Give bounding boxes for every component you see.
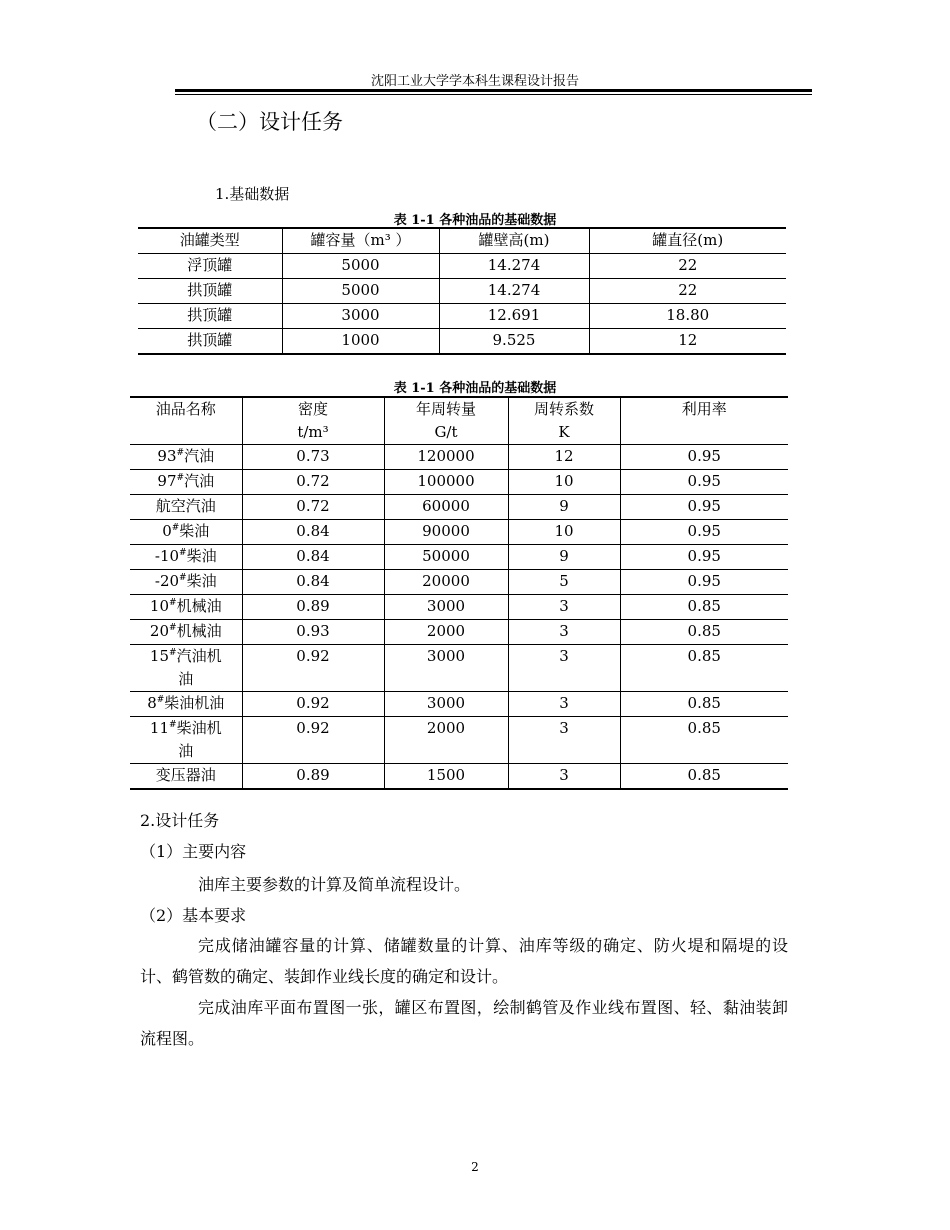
table-cell: 90000 bbox=[384, 520, 508, 545]
table-row bbox=[130, 570, 788, 595]
section-title: （二）设计任务 bbox=[196, 110, 343, 134]
table-cell: 20000 bbox=[384, 570, 508, 595]
table-cell: 10 bbox=[508, 520, 620, 545]
table-row bbox=[130, 520, 788, 545]
table-cell: 3000 bbox=[282, 304, 439, 329]
table-cell: 120000 bbox=[384, 445, 508, 470]
header-unit: t/m³ bbox=[297, 423, 329, 441]
table-cell: 3000 bbox=[384, 595, 508, 620]
table-cell: 0.84 bbox=[242, 545, 384, 570]
table-cell: 12 bbox=[508, 445, 620, 470]
table-header-cell bbox=[620, 397, 788, 445]
table-cell: 3000 bbox=[384, 692, 508, 717]
table-header-row bbox=[138, 228, 786, 254]
product-name: -10#柴油 bbox=[130, 545, 242, 570]
table-cell: 0.85 bbox=[620, 645, 788, 692]
sub-heading: 1.基础数据 bbox=[215, 185, 290, 203]
header-unit: K bbox=[558, 423, 570, 441]
table-header-row bbox=[130, 397, 788, 445]
tank-table bbox=[138, 227, 786, 355]
table-cell: 0.72 bbox=[242, 470, 384, 495]
section-heading: 2.设计任务 bbox=[140, 811, 220, 830]
table-cell: 50000 bbox=[384, 545, 508, 570]
table-cell: 0.89 bbox=[242, 764, 384, 790]
table-cell: 0.92 bbox=[242, 692, 384, 717]
table-row bbox=[130, 764, 788, 790]
table-row bbox=[130, 692, 788, 717]
table-header-cell bbox=[508, 397, 620, 445]
table-cell: 0.92 bbox=[242, 717, 384, 764]
table-cell: 拱顶罐 bbox=[138, 279, 282, 304]
product-name: 变压器油 bbox=[130, 764, 242, 790]
table-cell: 1500 bbox=[384, 764, 508, 790]
table-cell: 0.95 bbox=[620, 520, 788, 545]
table-header-cell bbox=[242, 397, 384, 445]
table-cell: 5 bbox=[508, 570, 620, 595]
table-row bbox=[130, 717, 788, 764]
table-cell: 3 bbox=[508, 645, 620, 692]
table-cell: 5000 bbox=[282, 254, 439, 279]
table-row bbox=[130, 620, 788, 645]
table-cell: 0.85 bbox=[620, 692, 788, 717]
list-item-text: 油库主要参数的计算及简单流程设计。 bbox=[198, 875, 471, 894]
list-item-heading: （2）基本要求 bbox=[140, 906, 247, 925]
table-cell: 3000 bbox=[384, 645, 508, 692]
table-cell: 0.92 bbox=[242, 645, 384, 692]
header-line: 利用率 bbox=[681, 400, 727, 418]
page-header: 沈阳工业大学学本科生课程设计报告 bbox=[370, 74, 579, 89]
list-item-heading: （1）主要内容 bbox=[140, 842, 247, 861]
header-line: 油品名称 bbox=[155, 400, 216, 418]
table-cell: 0.72 bbox=[242, 495, 384, 520]
table-cell: 0.95 bbox=[620, 570, 788, 595]
header-line: 密度 bbox=[297, 400, 328, 418]
table-cell: 0.95 bbox=[620, 445, 788, 470]
product-name: 97#汽油 bbox=[130, 470, 242, 495]
table-cell: 2000 bbox=[384, 620, 508, 645]
table-cell: 拱顶罐 bbox=[138, 329, 282, 355]
table-cell: 14.274 bbox=[439, 254, 589, 279]
table-cell: 0.93 bbox=[242, 620, 384, 645]
table-cell: 10 bbox=[508, 470, 620, 495]
header-rule bbox=[175, 89, 812, 92]
product-name: 8#柴油机油 bbox=[130, 692, 242, 717]
table-header-cell: 油罐类型 bbox=[138, 228, 282, 254]
table-cell: 18.80 bbox=[589, 304, 786, 329]
table-row bbox=[130, 545, 788, 570]
table-cell: 12 bbox=[589, 329, 786, 355]
paragraph: 完成储油罐容量的计算、储罐数量的计算、油库等级的确定、防火堤和隔堤的设计、鹤管数的确定、装卸作业线长度的确定和设计。 bbox=[140, 936, 788, 986]
table-header-cell: 罐壁高(m) bbox=[439, 228, 589, 254]
table-cell: 9 bbox=[508, 495, 620, 520]
name-continuation: 油 bbox=[178, 670, 194, 688]
table-row bbox=[130, 445, 788, 470]
product-name: -20#柴油 bbox=[130, 570, 242, 595]
table2-caption: 表 1-1 各种油品的基础数据 bbox=[393, 381, 557, 396]
table-cell: 2000 bbox=[384, 717, 508, 764]
table-row bbox=[138, 279, 786, 304]
table-row bbox=[130, 495, 788, 520]
name-continuation: 油 bbox=[178, 742, 194, 760]
table-row bbox=[130, 595, 788, 620]
product-name: 93#汽油 bbox=[130, 445, 242, 470]
product-name: 20#机械油 bbox=[130, 620, 242, 645]
product-name: 10#机械油 bbox=[130, 595, 242, 620]
table-cell: 0.85 bbox=[620, 764, 788, 790]
table-cell: 0.95 bbox=[620, 545, 788, 570]
table-cell: 0.85 bbox=[620, 620, 788, 645]
table-header-cell: 罐直径(m) bbox=[589, 228, 786, 254]
product-name: 15#汽油机 油 bbox=[130, 645, 242, 692]
table-cell: 100000 bbox=[384, 470, 508, 495]
table-cell: 浮顶罐 bbox=[138, 254, 282, 279]
table-cell: 0.85 bbox=[620, 717, 788, 764]
table-row bbox=[138, 254, 786, 279]
table-header-cell bbox=[130, 397, 242, 445]
table-cell: 14.274 bbox=[439, 279, 589, 304]
header-rule-thin bbox=[175, 94, 812, 95]
table-row bbox=[130, 470, 788, 495]
table-cell: 5000 bbox=[282, 279, 439, 304]
table-cell: 0.73 bbox=[242, 445, 384, 470]
page-number: 2 bbox=[471, 1160, 479, 1174]
header-unit: G/t bbox=[434, 423, 458, 441]
table-row bbox=[130, 645, 788, 692]
table-cell: 3 bbox=[508, 620, 620, 645]
table-cell: 3 bbox=[508, 595, 620, 620]
table-header-cell: 罐容量（m³ ） bbox=[282, 228, 439, 254]
table-cell: 60000 bbox=[384, 495, 508, 520]
table-cell: 3 bbox=[508, 692, 620, 717]
table-cell: 22 bbox=[589, 279, 786, 304]
table-row bbox=[138, 304, 786, 329]
product-name: 0#柴油 bbox=[130, 520, 242, 545]
table-cell: 拱顶罐 bbox=[138, 304, 282, 329]
paragraph: 完成油库平面布置图一张，罐区布置图，绘制鹤管及作业线布置图、轻、黏油装卸流程图。 bbox=[140, 998, 788, 1048]
table-header-cell bbox=[384, 397, 508, 445]
header-line: 周转系数 bbox=[533, 400, 594, 418]
table-cell: 3 bbox=[508, 764, 620, 790]
product-name: 11#柴油机 油 bbox=[130, 717, 242, 764]
table-cell: 9.525 bbox=[439, 329, 589, 355]
table-cell: 3 bbox=[508, 717, 620, 764]
table-cell: 0.95 bbox=[620, 470, 788, 495]
table-cell: 1000 bbox=[282, 329, 439, 355]
table-row bbox=[138, 329, 786, 355]
header-line: 年周转量 bbox=[415, 400, 476, 418]
table-cell: 22 bbox=[589, 254, 786, 279]
table-cell: 0.85 bbox=[620, 595, 788, 620]
product-name: 航空汽油 bbox=[130, 495, 242, 520]
table-cell: 0.84 bbox=[242, 570, 384, 595]
oil-product-table bbox=[130, 396, 788, 790]
table-cell: 12.691 bbox=[439, 304, 589, 329]
table-cell: 0.95 bbox=[620, 495, 788, 520]
table-cell: 0.84 bbox=[242, 520, 384, 545]
table1-caption: 表 1-1 各种油品的基础数据 bbox=[393, 213, 557, 228]
table-cell: 0.89 bbox=[242, 595, 384, 620]
table-cell: 9 bbox=[508, 545, 620, 570]
